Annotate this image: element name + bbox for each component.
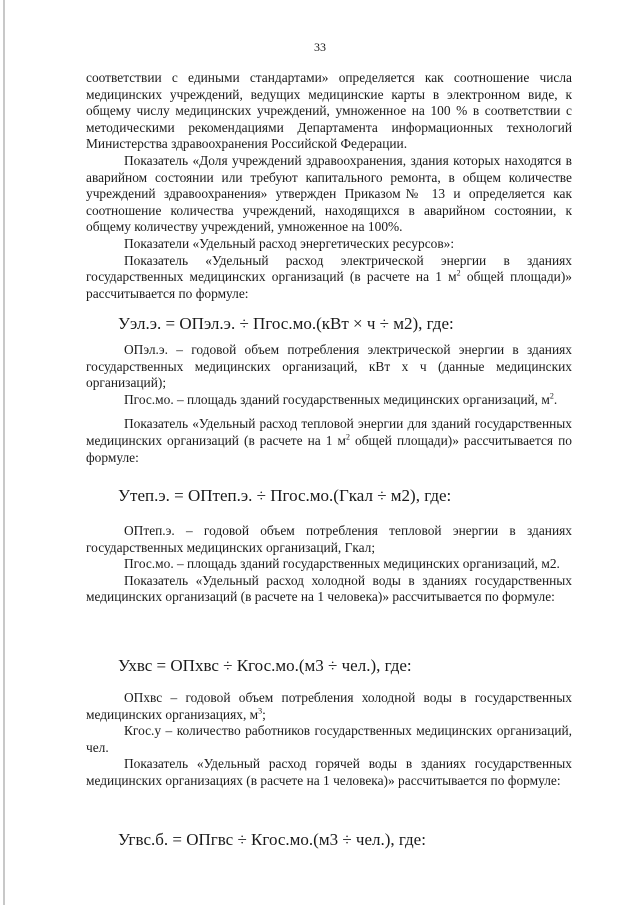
paragraph: ОПхвс – годовой объем потребления холодной воды в государственных медицинских организациях, $м^3$; <box>86 690 572 722</box>
paragraph: Показатель «Удельный расход тепловой энергии для зданий государственных медицинских организаций (в расчете на 1 $м^2$ общей площади)» рассчитывается по формуле: <box>86 416 572 465</box>
paragraph: Показатель «Удельный расход холодной воды в зданиях государственных медицинских организаций (в расчете на 1 человека)» рассчитывается по формуле: <box>86 572 572 605</box>
text-block-4 <box>86 690 572 790</box>
paragraph: Показатели «Удельный расход энергетических ресурсов»: <box>124 235 455 251</box>
text-block-3 <box>86 523 572 606</box>
paragraph: Пгос.мо. – площадь зданий государственных медицинских организаций, м2. <box>124 556 560 572</box>
scan-edge <box>3 0 5 905</box>
paragraph: Кгос.у – количество работников государственных медицинских организаций, чел. <box>86 723 572 755</box>
paragraph: Пгос.мо. – площадь зданий государственных медицинских организаций, $м^2$. <box>124 391 558 407</box>
formula-cold-water: Ухвс = ОПхвс ÷ Кгос.мо.(м3 ÷ чел.), где: <box>118 656 412 675</box>
paragraph: ОПэл.э. – годовой объем потребления электрической энергии в зданиях государственных медицинских организаций, кВт х ч (данные медицинских организаций); <box>86 342 572 391</box>
formula-hot-water: Угвс.б. = ОПгвс ÷ Кгос.мо.(м3 ÷ чел.), где: <box>118 830 426 849</box>
paragraph: Показатель «Удельный расход электрической энергии в зданиях государственных медицинских организаций (в расчете на 1 $м^2$ общей площади)» рассчитывается по формуле: <box>86 252 572 301</box>
paragraph: ОПтеп.э. – годовой объем потребления тепловой энергии в зданиях государственных медицинских организаций, Гкал; <box>86 523 572 555</box>
paragraph: Показатель «Доля учреждений здравоохранения, здания которых находятся в аварийном состоянии или требуют капитального ремонта, в общем количестве учреждений здравоохранения» утвержден Приказом№ 13 и определяется как соотношение количества учреждений, находящихся в аварийном состоянии, к общему количеству учреждений, умноженное на 100%. <box>86 152 572 235</box>
text-block-1 <box>86 70 572 302</box>
page-number: 33 <box>314 40 326 54</box>
paragraph: соответствии с едиными стандартами» определяется как соотношение числа медицинских учреждений, ведущих медицинские карты в электронном виде, к общему числу медицинских учреждений, умноженное на 100 % в соответствии с методическими рекомендациями Департамента информационных технологий Министерства здравоохранения Российской Федерации. <box>86 70 572 152</box>
formula-electricity: Уэл.э. = ОПэл.э. ÷ Пгос.мо.(кВт × ч ÷ м2), где: <box>118 314 454 333</box>
formula-heat: Утеп.э. = ОПтеп.э. ÷ Пгос.мо.(Гкал ÷ м2), где: <box>118 486 452 505</box>
text-block-2 <box>86 342 572 466</box>
paragraph: Показатель «Удельный расход горячей воды в зданиях государственных медицинских организациях (в расчете на 1 человека)» рассчитывается по формуле: <box>86 756 572 788</box>
